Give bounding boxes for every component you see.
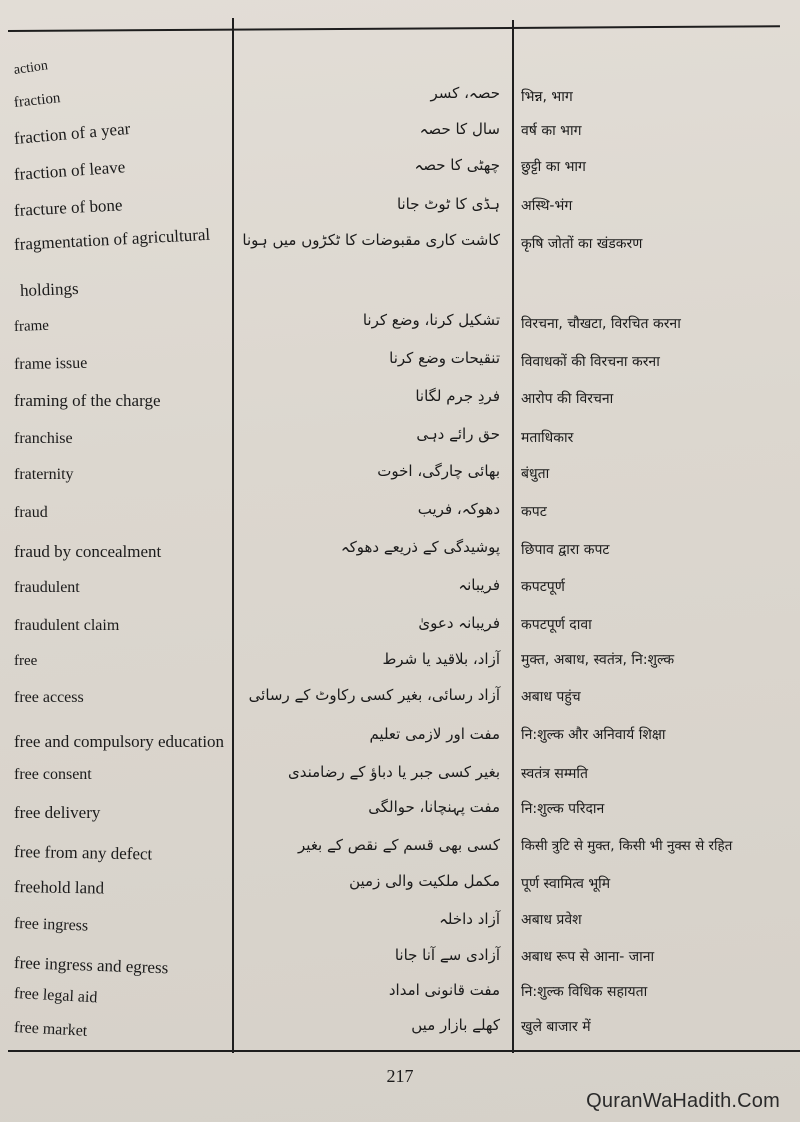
english-term: fraudulent claim [14,617,120,634]
hindi-translation: किसी त्रुटि से मुक्त, किसी भी नुक्स से रहित [521,838,733,854]
english-term: action [12,58,49,78]
column-divider-right [512,20,514,1053]
hindi-translation: कपटपूर्ण [521,579,565,595]
urdu-translation: فریبانہ دعویٰ [418,614,500,632]
english-term: frame issue [13,354,88,373]
hindi-translation: विरचना, चौखटा, विरचित करना [521,316,681,332]
english-term: fraudulent [14,579,80,596]
hindi-translation: अबाध प्रवेश [521,912,582,928]
english-term: fraud by concealment [14,542,162,561]
urdu-translation: حصہ، کسر [430,84,500,102]
bottom-rule [8,1050,800,1052]
urdu-translation: فردِ جرم لگانا [415,387,500,405]
hindi-translation: नि:शुल्क परिदान [521,801,605,817]
hindi-translation: नि:शुल्क और अनिवार्य शिक्षा [521,727,666,743]
english-term: fraction [13,90,62,111]
urdu-translation: کھلے بازار میں [411,1016,500,1034]
hindi-translation: छुट्टी का भाग [521,159,586,175]
english-term: free [14,653,38,669]
english-term: fragmentation of agricultural [13,224,211,254]
hindi-translation: विवाधकों की विरचना करना [521,354,660,370]
urdu-translation: ہڈی کا ٹوٹ جانا [396,195,500,213]
english-term: free access [14,689,84,706]
english-term: free ingress and egress [13,953,169,978]
english-term: frame [13,317,50,335]
urdu-translation: آزادی سے آنا جانا [394,946,500,964]
urdu-translation: کسی بھی قسم کے نقص کے بغیر [298,836,500,854]
page-number: 217 [386,1066,414,1086]
english-term: free from any defect [13,842,153,864]
english-term: fraction of a year [13,118,131,148]
english-term: fracture of bone [13,195,123,220]
english-term: framing of the charge [14,391,161,410]
english-term: holdings [19,278,79,300]
hindi-translation: खुले बाजार में [521,1019,591,1035]
english-term: freehold land [13,877,105,898]
urdu-translation: چھٹی کا حصہ [414,156,500,174]
hindi-translation: अबाध रूप से आना- जाना [521,949,655,965]
urdu-translation: مفت پہنچانا، حوالگی [368,798,500,816]
urdu-translation: فریبانہ [458,576,500,594]
urdu-translation: سال کا حصہ [419,120,500,138]
hindi-translation: कपटपूर्ण दावा [521,617,592,633]
urdu-translation: حق رائے دہی [416,425,500,443]
hindi-translation: कपट [521,504,547,520]
hindi-translation: कृषि जोतों का खंडकरण [521,236,643,252]
english-term: free ingress [13,915,89,935]
hindi-translation: स्वतंत्र सम्मति [521,766,589,782]
english-term: free legal aid [13,985,98,1007]
hindi-translation: नि:शुल्क विधिक सहायता [521,984,648,1000]
urdu-translation: مفت اور لازمی تعلیم [369,725,500,743]
urdu-translation: بھائی چارگی، اخوت [377,462,500,480]
hindi-translation: अबाध पहुंच [521,689,581,705]
hindi-translation: मताधिकार [521,430,574,446]
english-term: franchise [14,430,73,447]
hindi-translation: छिपाव द्वारा कपट [521,542,610,558]
english-term: free consent [14,766,92,783]
hindi-translation: पूर्ण स्वामित्व भूमि [521,876,611,892]
hindi-translation: वर्ष का भाग [521,123,582,139]
hindi-translation: आरोप की विरचना [521,391,614,407]
urdu-translation: آزاد رسائی، بغیر کسی رکاوٹ کے رسائی [248,686,500,704]
column-divider-left [232,18,234,1053]
urdu-translation: آزاد داخلہ [439,910,500,928]
english-term: fraction of leave [13,157,126,184]
hindi-translation: बंधुता [521,466,550,482]
english-term: free delivery [14,803,101,822]
hindi-translation: अस्थि-भंग [521,198,573,214]
urdu-translation: پوشیدگی کے ذریعے دھوکہ [340,538,500,556]
urdu-translation: دھوکہ، فریب [417,500,500,518]
urdu-translation: تشکیل کرنا، وضع کرنا [362,311,500,329]
hindi-translation: भिन्न, भाग [521,89,573,105]
urdu-translation: مفت قانونی امداد [388,981,500,999]
english-term: free and compulsory education [14,732,225,751]
english-term: fraternity [14,466,74,483]
urdu-translation: بغیر کسی جبر یا دباؤ کے رضامندی [288,763,500,781]
top-rule [8,25,780,32]
watermark: QuranWaHadith.Com [586,1090,780,1112]
urdu-translation: آزاد، بلاقید یا شرط [382,650,500,668]
urdu-translation: تنقیحات وضع کرنا [389,349,500,367]
hindi-translation: मुक्त, अबाध, स्वतंत्र, नि:शुल्क [521,652,675,668]
english-term: fraud [14,504,48,521]
urdu-translation: کاشت کاری مقبوضات کا ٹکڑوں میں ہونا [242,231,500,249]
urdu-translation: مکمل ملکیت والی زمین [349,872,500,890]
english-term: free market [13,1019,88,1040]
